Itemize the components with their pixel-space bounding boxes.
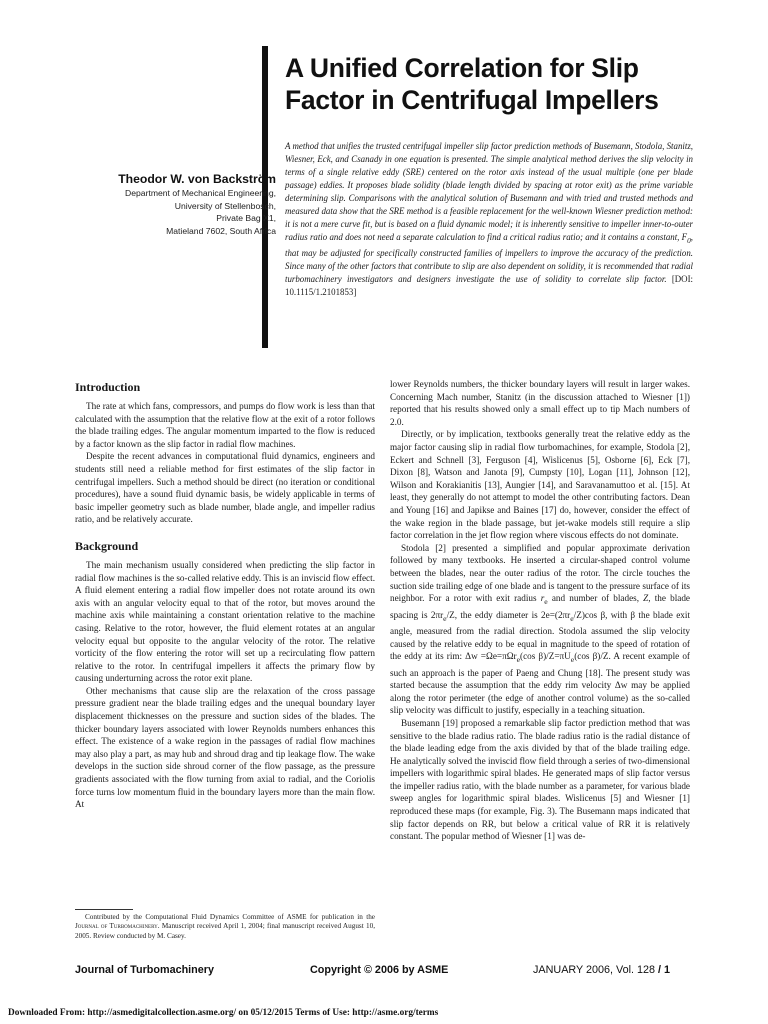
left-column	[75, 380, 375, 811]
footer-journal: Journal of Turbomachinery	[75, 964, 214, 976]
author-name: Theodor W. von Backström	[118, 172, 276, 186]
introduction-heading: Introduction	[75, 380, 141, 394]
affiliation-line-3: Private Bag X1,	[216, 213, 276, 224]
footnote-rule	[75, 909, 133, 910]
affiliation-line-2: University of Stellenbosch,	[174, 200, 276, 211]
right-column	[390, 378, 690, 843]
introduction-paragraph-2: Despite the recent advances in computational fluid dynamics, engineers and students still need a reliable method for first estimates of the slip factor in centrifugal impellers. Such a method should be direct (no iteration or conditional procedures), have a sound fluid dynamic basis, be widely applicable in terms of basic impeller geometry such as blade number, blade angle, and impeller radius ratio, and be relatively accurate.	[75, 451, 375, 525]
abstract: A method that unifies the trusted centrifugal impeller slip factor prediction methods of Busemann, Stodola, Stanitz, Wiesner, Eck, and Csanady in one equation is presented. The simple analytical method derives the slip velocity in terms of a single relative eddy (SRE) centered on the rotor axis instead of the usual multiple (one per blade passage) eddies. It proposes blade solidity (blade length divided by spacing at rotor exit) as the prime variable determining slip. Comparisons with the analytical solution of Busemann and with tried and trusted methods and measured data show that the SRE method is a feasible replacement for the well-known Wiesner prediction method: it is not a mere curve fit, but is based on a fluid dynamic model; it is inherently sensitive to impeller inner-to-outer radius ratio and does not need a separate calculation to find a critical radius ratio; and it contains a constant, $F_0$, that may be adjusted for specifically constructed families of impellers to improve the accuracy of the prediction. Since many of the other factors that contribute to slip are also dependent on solidity, it is recommended that radial turbomachinery investigators and designers investigate the use of solidity to correlate slip factor. [DOI: 10.1115/1.2101853]	[285, 141, 694, 297]
background-paragraph-2: Other mechanisms that cause slip are the relaxation of the cross passage pressure gradient near the blade trailing edges and the unequal boundary layer displacement thicknesses on the pressure and suction sides of the blades. The thicker boundary layers associated with lower Reynolds numbers enhances this effect. The existence of a wake region in the passages of radial flow machines may also play a part, as may hub and shroud drag and tip leakage flow. The wake develops in the suction side shroud corner of the flow passage, as the pressure gradients associated with the flow turning from axial to radial, and the Coriolis force turns low momentum fluid in the boundary layers more than the main flow. At	[75, 685, 375, 810]
background-heading: Background	[75, 538, 139, 553]
title-line-2: Factor in Centrifugal Impellers	[285, 85, 659, 115]
footer-issue: JANUARY 2006, Vol. 128 / 1	[533, 964, 671, 976]
author-block	[16, 171, 276, 237]
background-paragraph-2-continued: lower Reynolds numbers, the thicker boundary layers will result in larger wakes. Concerning Mach number, Stanitz (in the discussion attached to Wiesner [1]) reported that his results showed only a small effect up to tip Mach numbers of 2.0.	[390, 379, 690, 427]
footnote: Contributed by the Computational Fluid Dynamics Committee of ASME for publication in the Journal of Turbomachinery. Manuscript received April 1, 2004; final manuscript received August 10, 2005. Review conducted by M. Casey.	[75, 913, 375, 940]
background-paragraph-4: Stodola [2] presented a simplified and popular approximate derivation followed by many textbooks. He inserted a circular-shaped control volume between the blades, near the outer radius of the rotor. The circle touches the suction side trailing edge of one blade and is tangent to the pressure surface of its neighbor. For a rotor with exit radius $r_e$ and number of blades, Z, the blade spacing is $2\pi r_e/Z$, the eddy diameter is $2e=(2\pi r_e/Z)\cos$ β, with β the blade exit angle, measured from the radial direction. Stodola assumed the slip velocity caused by the relative eddy to be equal in magnitude to the speed of rotation of the eddy at its rim: Δw =Ωe=πΩr$_e$(cos $\beta)/Z=\pi U_e(\cos$ β)/Z. A recent example of such an approach is the paper of Paeng and Chung [18]. The present study was started because the assumption that the eddy rim velocity Δw may be applied along the rotor perimeter (the edge of another control volume) as the so-called slip velocity was difficult to justify, especially in a teaching situation.	[390, 542, 690, 716]
background-paragraph-3: Directly, or by implication, textbooks generally treat the relative eddy as the major factor causing slip in radial flow turbomachines, for example, Stodola [2], Eckert and Schnell [3], Ferguson [4], Wislicenus [5], Osborne [6], Eck [7], Dixon [8], Watson and Janota [9], Cumpsty [10], Logan [11], Johnson [12], Wilson and Korakianitis [13], Aungier [14], and Saravanamuttoo et al. [15]. At least, they generally do not attempt to model the other contributing factors. Dean and Young [16] and Japikse and Baines [17] do, however, consider the effect of the wake region in the blade passage, but jet-wake models still require a slip factor correlation in the jet flow region where viscous effects do not dominate.	[390, 429, 690, 541]
background-paragraph-5: Busemann [19] proposed a remarkable slip factor prediction method that was sensitive to the blade radius ratio. The blade radius ratio is the radial distance of the blade leading edge from the axis divided by that of the blade trailing edge. He analytically solved the inviscid flow field through a series of two-dimensional impellers with logarithmic spiral blades. He generated maps of slip factor versus the impeller radius ratio, with the blade number as a parameter, for various blade sweep angles for logarithmic spiral blades. Wislicenus [5] and Wiesner [1] reproduced these maps (for example, Fig. 3). The Busemann maps indicated that slip factor depends on RR, but below a critical value of RR it is relatively constant. The popular method of Wiesner [1] was de-	[390, 717, 690, 842]
paper-title	[285, 52, 725, 116]
introduction-paragraph-1: The rate at which fans, compressors, and pumps do flow work is less than that calculated with the assumption that the relative flow at the exit of a rotor follows the blade trailing edges. The angular momentum imparted to the flow is reduced by a factor known as the slip factor in radial flow machines.	[75, 401, 375, 449]
download-notice: Downloaded From: http://asmedigitalcollection.asme.org/ on 05/12/2015 Terms of Use: http://asme.org/terms	[8, 1008, 439, 1018]
affiliation-line-1: Department of Mechanical Engineering,	[125, 188, 276, 198]
affiliation-line-4: Matieland 7602, South Africa	[166, 225, 276, 236]
page-number: 1	[664, 964, 671, 976]
doi: [DOI: 10.1115/1.2101853]	[285, 273, 694, 297]
title-line-1: A Unified Correlation for Slip	[285, 53, 639, 83]
footer-copyright: Copyright © 2006 by ASME	[310, 964, 449, 976]
background-paragraph-1: The main mechanism usually considered when predicting the slip factor in radial flow machines is the so-called relative eddy. This is an inviscid flow effect. A fluid element entering a radial flow impeller does not rotate around its own axis with an angular velocity equal to that of the rotor, but moves around the machine axis while maintaining a constant orientation relative to the machine casing. Relative to the rotor, however, the fluid element rotates at an angular velocity equal but opposite to the angular velocity of the rotor. The relative vorticity of the flow entering the rotor will set up a recirculating flow pattern relative to the rotor. In centrifugal impellers it affects the primary flow by causing underturning across the rotor exit plane.	[75, 559, 375, 684]
